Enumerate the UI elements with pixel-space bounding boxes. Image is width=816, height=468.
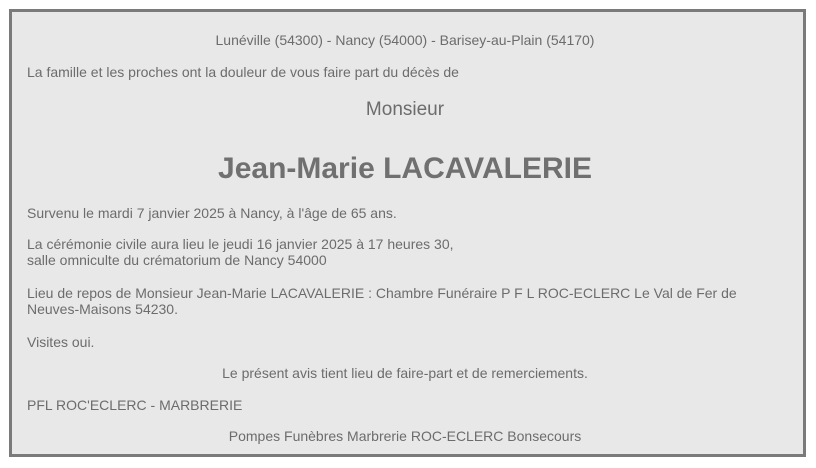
deceased-name: Jean-Marie LACAVALERIE [218,152,592,185]
death-details: Survenu le mardi 7 janvier 2025 à Nancy, à l'âge de 65 ans. [27,205,397,221]
acknowledgement-text: Le présent avis tient lieu de faire-part et de remerciements. [222,365,588,381]
rest-place-details: Lieu de repos de Monsieur Jean-Marie LACAVALERIE : Chambre Funéraire P F L ROC-ECLERC Le Val de Fer de Neuves-Maisons 54230. [27,285,737,317]
locations-line: Lunéville (54300) - Nancy (54000) - Barisey-au-Plain (54170) [215,32,595,48]
ceremony-line-2: salle omniculte du crématorium de Nancy 54000 [27,252,327,268]
civility-title: Monsieur [365,99,445,120]
intro-text: La famille et les proches ont la douleur de vous faire part du décès de [27,64,459,80]
obituary-notice [9,9,806,457]
footer-company: Pompes Funèbres Marbrerie ROC-ECLERC Bonsecours [228,428,582,444]
ceremony-details [27,236,783,268]
ceremony-line-1: La cérémonie civile aura lieu le jeudi 16 janvier 2025 à 17 heures 30, [27,236,454,252]
company-name: PFL ROC'ECLERC - MARBRERIE [27,397,243,413]
visits-text: Visites oui. [27,334,95,350]
